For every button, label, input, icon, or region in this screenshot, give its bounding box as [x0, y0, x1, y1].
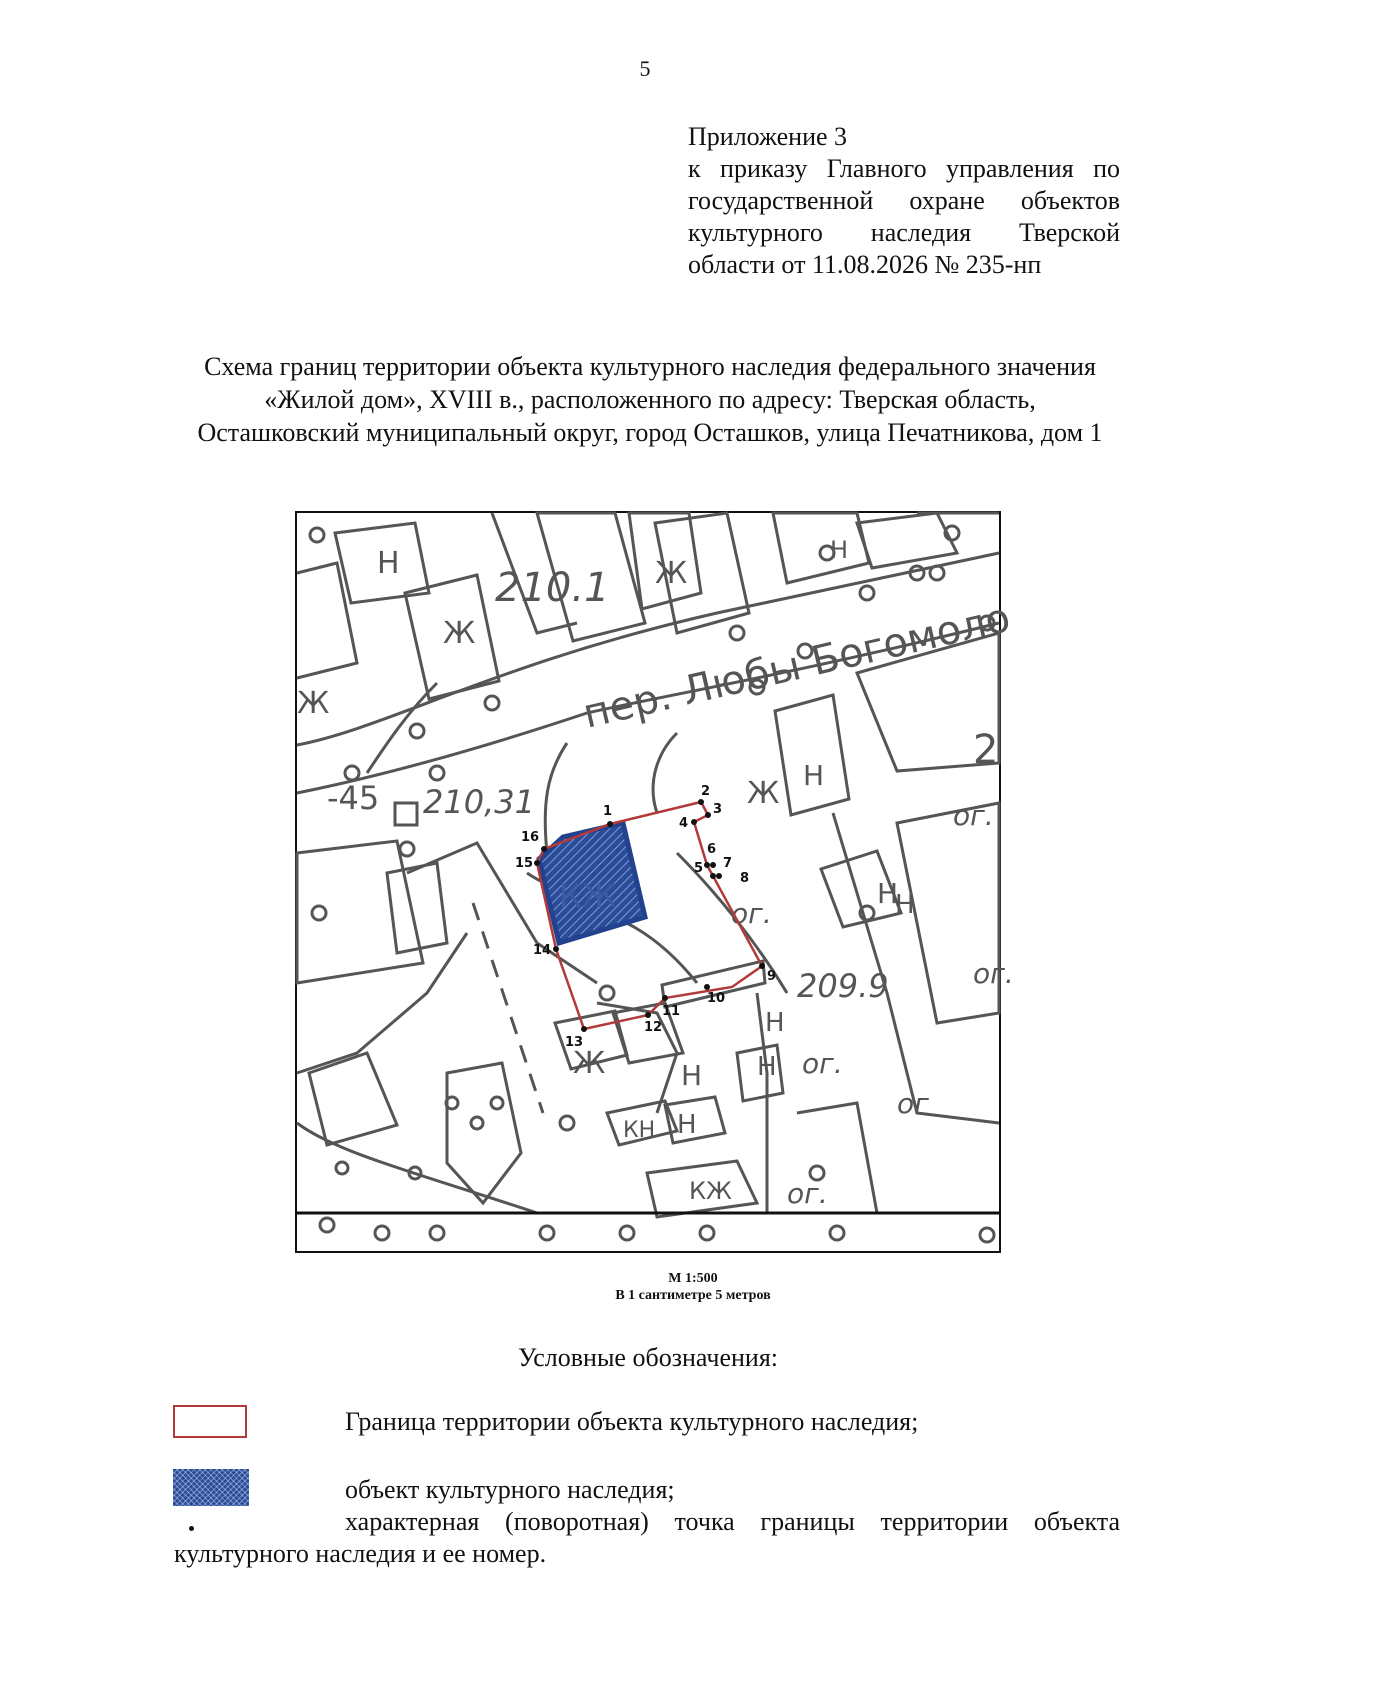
- building-label: Н: [757, 1052, 777, 1082]
- land-label: ог.: [973, 957, 1014, 990]
- legend-object-swatch: [173, 1469, 249, 1506]
- point-number: 7: [723, 856, 733, 871]
- building-label: Ж: [655, 556, 688, 591]
- elevation-label: 210,31: [423, 783, 535, 821]
- elevation-prefix: -45: [327, 779, 380, 817]
- point-number: 14: [533, 943, 552, 958]
- boundary-point: [705, 812, 711, 818]
- legend-point-line: культурного наследия и ее номер.: [174, 1539, 547, 1568]
- building-label: Н: [877, 877, 899, 910]
- point-number: 6: [707, 842, 717, 857]
- boundary-point: [541, 846, 547, 852]
- building-label: Н: [895, 890, 915, 920]
- document-title: Схема границ территории объекта культурного наследия федерального значения «Жилой дом», XVIII в., расположенного по адресу: Тверская область, Осташковский муниципальный округ, город Осташков, улица Печатникова, дом 1: [197, 352, 1103, 447]
- land-label: ог.: [953, 799, 994, 832]
- building-label: КЖ: [689, 1177, 732, 1205]
- legend-point-line: характерная (поворотная) точка границы территории объекта: [345, 1507, 1120, 1536]
- site-map: [295, 511, 1015, 1253]
- legend-title: Условные обозначения:: [517, 1343, 779, 1372]
- appendix-line: к приказу Главного управления по: [688, 154, 1120, 183]
- point-number: 10: [707, 991, 726, 1006]
- boundary-point: [553, 946, 559, 952]
- point-number: 2: [701, 784, 711, 799]
- boundary-point: [704, 984, 710, 990]
- point-number: 11: [662, 1004, 681, 1019]
- building-label: Ж: [443, 616, 476, 651]
- appendix-line: государственной охране объектов: [688, 186, 1120, 215]
- land-label: 2: [973, 727, 999, 773]
- boundary-point: [662, 995, 668, 1001]
- scale-ratio: М 1:500: [668, 1271, 718, 1286]
- point-number: 15: [515, 856, 534, 871]
- boundary-point: [698, 799, 704, 805]
- appendix-line: культурного наследия Тверской: [688, 218, 1120, 247]
- point-number: 3: [713, 802, 723, 817]
- land-label: ог.: [787, 1177, 828, 1210]
- land-label: ог.: [731, 897, 772, 930]
- scale-description: В 1 сантиметре 5 метров: [615, 1288, 771, 1303]
- building-label: Н: [377, 546, 400, 581]
- boundary-point: [759, 963, 765, 969]
- building-label: Н: [677, 1110, 697, 1140]
- boundary-point: [710, 862, 716, 868]
- building-label: Н: [830, 536, 849, 564]
- street-label: пер. Любы Богомоло: [578, 594, 1015, 738]
- boundary-point: [581, 1026, 587, 1032]
- appendix-header: [688, 121, 1120, 281]
- point-number: 4: [679, 816, 689, 831]
- building-label: Н: [765, 1008, 785, 1038]
- land-label: ог.: [802, 1047, 843, 1080]
- page-number: 5: [639, 56, 651, 81]
- point-number: 8: [740, 871, 750, 886]
- boundary-point: [710, 873, 716, 879]
- building-label: КН: [623, 1118, 656, 1143]
- legend-boundary-text: Граница территории объекта культурного наследия;: [345, 1407, 919, 1436]
- boundary-point: [691, 819, 697, 825]
- building-label: Ж: [297, 686, 330, 721]
- building-label: Ж: [573, 1046, 606, 1081]
- appendix-line: Приложение 3: [688, 122, 848, 151]
- appendix-line: области от 11.08.2026 № 235-нп: [688, 250, 1042, 279]
- land-label: ог: [897, 1087, 929, 1120]
- boundary-point: [716, 873, 722, 879]
- point-number: 16: [521, 830, 540, 845]
- legend-boundary-swatch: [173, 1405, 247, 1438]
- elevation-label: 210.1: [495, 565, 610, 611]
- boundary-point: [645, 1012, 651, 1018]
- building-label: Н: [803, 759, 825, 792]
- site-map-drawing: [297, 513, 1015, 1251]
- point-number: 13: [565, 1035, 584, 1050]
- map-scale: [0, 1270, 1386, 1304]
- boundary-point: [607, 821, 613, 827]
- boundary-point: [534, 860, 540, 866]
- legend-object-text: объект культурного наследия;: [345, 1475, 675, 1504]
- heritage-object-label: КЖ: [559, 877, 617, 915]
- elevation-label: 209.9: [797, 967, 889, 1005]
- building-label: Н: [681, 1059, 703, 1092]
- point-number: 12: [644, 1020, 663, 1035]
- map-linework: [297, 513, 999, 1217]
- boundary-point: [704, 862, 710, 868]
- point-number: 9: [767, 969, 777, 984]
- point-number: 5: [694, 861, 704, 876]
- building-label: Ж: [747, 776, 780, 811]
- point-number: 1: [603, 804, 613, 819]
- legend-point-text: [174, 1506, 1120, 1570]
